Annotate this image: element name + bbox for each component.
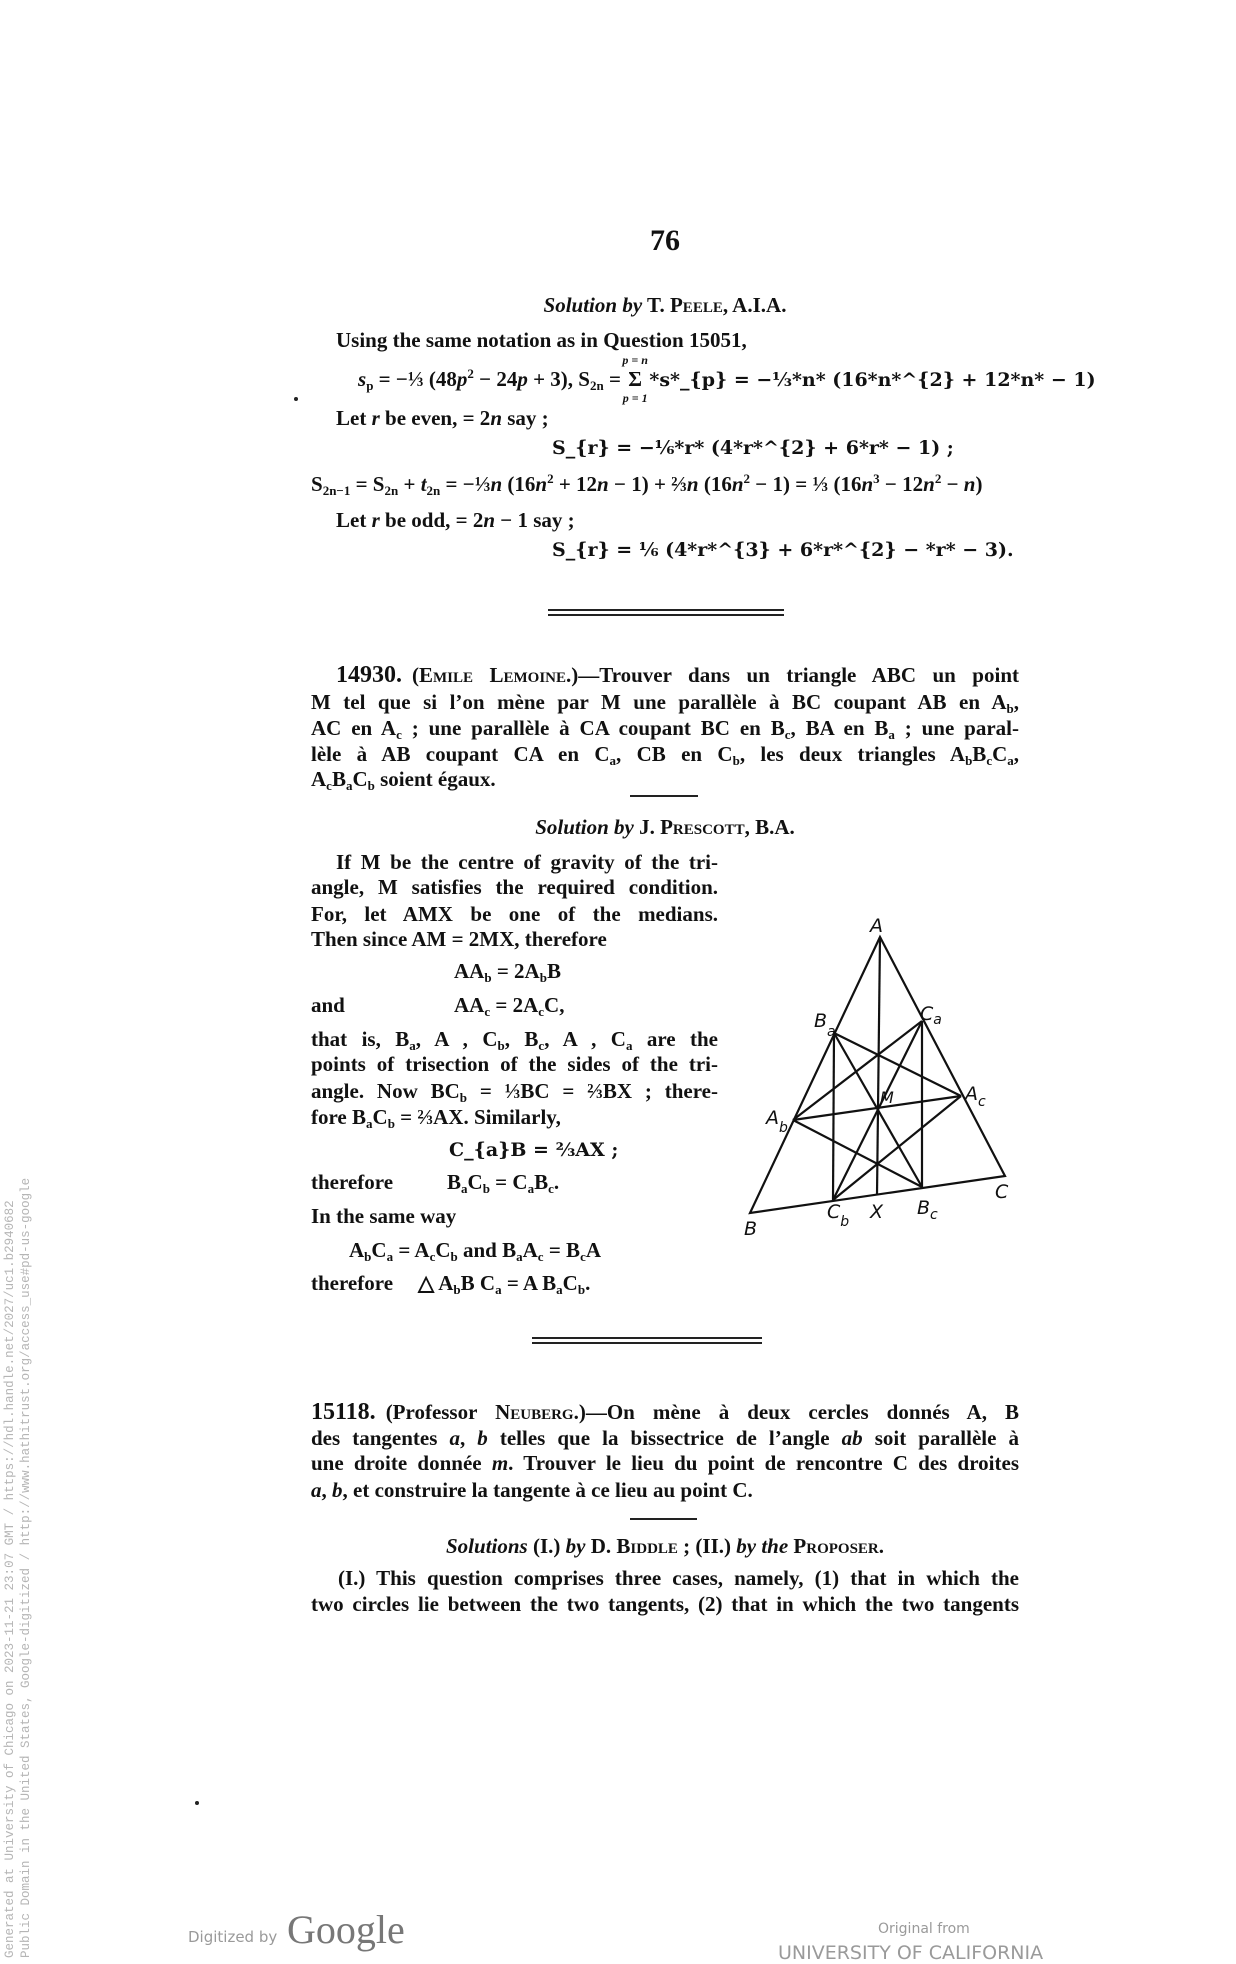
page-number: 76 bbox=[650, 224, 680, 257]
hathitrust-watermark bbox=[2, 1178, 34, 1958]
italic-text: n bbox=[535, 472, 548, 496]
equation-3: C_{a}B = ⅔AX ; bbox=[449, 1139, 619, 1161]
q15118-solution-line-2: two circles lie between the two tangents, (2) that in which the two tangents bbox=[311, 1592, 1019, 1616]
subscript: a bbox=[345, 778, 353, 793]
subscript: b bbox=[453, 1282, 461, 1297]
subscript: a bbox=[386, 1249, 394, 1264]
subscript: b bbox=[459, 1090, 467, 1105]
institution-label: UNIVERSITY OF CALIFORNIA bbox=[778, 1942, 1044, 1964]
label-ab: $A_b$ bbox=[766, 1107, 788, 1136]
sr-even-formula: S_{r} = −⅙*r* (4*r*^{2} + 6*r* − 1) ; bbox=[552, 437, 954, 459]
digitized-by-label: Digitized by bbox=[188, 1928, 278, 1946]
italic-text: r bbox=[371, 508, 380, 532]
biddle-byline: Solutions (I.) by D. Biddle ; (II.) by the Proposer. bbox=[446, 1534, 884, 1558]
peele-intro: Using the same notation as in Question 15051, bbox=[336, 328, 747, 352]
italic-text: a bbox=[449, 1426, 460, 1450]
line-ba-cb bbox=[833, 1033, 834, 1200]
double-rule-bottom-2 bbox=[532, 1342, 762, 1344]
small-caps-name: Emile Lemoine bbox=[419, 663, 566, 687]
google-logo: Google bbox=[287, 1907, 405, 1952]
italic-text: p bbox=[517, 367, 528, 391]
median-ax bbox=[877, 937, 880, 1195]
sigma-upper: p = n bbox=[622, 353, 648, 367]
subscript: a bbox=[1007, 753, 1014, 768]
italic-text: by the bbox=[736, 1534, 789, 1558]
equation-1: $AA_b = 2A_bB$ bbox=[454, 959, 561, 985]
same-way-text: In the same way bbox=[311, 1204, 457, 1228]
italic-text: n bbox=[483, 508, 496, 532]
italic-text: n bbox=[597, 472, 609, 496]
italic-text: n bbox=[490, 406, 502, 430]
sigma-lower: p = 1 bbox=[622, 391, 648, 405]
equation-2: $AA_c = 2A_cC$, bbox=[454, 993, 565, 1019]
subscript: 2n bbox=[589, 378, 604, 393]
small-caps-name: Peele bbox=[669, 293, 723, 317]
italic-text: Solution by bbox=[543, 293, 643, 317]
subscript: b bbox=[450, 1249, 458, 1264]
subscript: a bbox=[625, 1038, 633, 1053]
s2n1-formula: $S_{2n-1} = S_{2n} + t_{2n}$ = −⅓n $(16n^2 + 12n - 1)$ + ⅔n $(16n^2 - 1)$ = ⅓ $(16n^3 - 12n^2 - n)$ bbox=[311, 471, 983, 498]
trisection-line-2: points of trisection of the sides of the tri- bbox=[311, 1052, 718, 1076]
italic-text: Solutions bbox=[446, 1534, 528, 1558]
subscript: b bbox=[965, 753, 973, 768]
label-ba: $B_a$ bbox=[814, 1010, 836, 1040]
subscript: a bbox=[609, 753, 616, 768]
label-ac: $A_c$ bbox=[965, 1083, 986, 1110]
label-cb: $C_b$ bbox=[827, 1201, 850, 1230]
subscript: c bbox=[429, 1249, 436, 1264]
q14930-line-4: lèle à AB coupant CA en $C_a$, CB en $C_b$, les deux triangles $A_bB_cC_a$, bbox=[311, 742, 1020, 768]
small-caps-name: Proposer bbox=[793, 1534, 879, 1558]
label-b: B bbox=[744, 1218, 758, 1240]
italic-text: ab bbox=[841, 1426, 863, 1450]
formula-right: *s*_{p} = −⅓*n* (16*n*^{2} + 12*n* − 1) bbox=[649, 369, 1096, 391]
q15118-text: (Professor Neuberg.)—On mène à deux cercles donnés A, B bbox=[385, 1400, 1019, 1424]
triangle-figure bbox=[730, 900, 1030, 1250]
even-case: Let r be even, = 2n say ; bbox=[336, 406, 549, 430]
small-caps-name: Biddle bbox=[616, 1534, 678, 1558]
subscript: c bbox=[538, 1004, 545, 1019]
stray-dot bbox=[294, 397, 298, 401]
italic-text: t bbox=[420, 472, 427, 496]
italic-text: Solution by bbox=[535, 815, 634, 839]
short-rule bbox=[630, 795, 698, 797]
italic-text: by bbox=[565, 1534, 586, 1558]
subscript: c bbox=[484, 1004, 491, 1019]
label-bc: $B_c$ bbox=[917, 1197, 938, 1223]
subscript: b bbox=[497, 1038, 505, 1053]
formula-left: $s_p$ = −⅓ $(48p^2 - 24p + 3)$, $S_{2n}$ = bbox=[358, 366, 621, 393]
q15118-line-4: a, b, et construire la tangente à ce lieu au point C. bbox=[311, 1478, 753, 1502]
sr-odd-formula: S_{r} = ⅙ (4*r*^{3} + 6*r*^{2} − *r* − 3). bbox=[552, 539, 1014, 561]
equation-4: $B_aC_b = C_aB_c$. bbox=[447, 1170, 560, 1196]
q15118-line-2: des tangentes a, b telles que la bissectrice de l’angle ab soit parallèle à bbox=[311, 1426, 1019, 1450]
subscript: a bbox=[366, 1116, 373, 1131]
label-ca: $C_a$ bbox=[920, 1003, 942, 1028]
and-label: and bbox=[311, 993, 345, 1017]
subscript: b bbox=[482, 1181, 490, 1196]
subscript: 2n bbox=[426, 483, 441, 498]
equation-6: △ $A_bB$ $C_a = A$ $B_aC_b$. bbox=[418, 1271, 591, 1297]
italic-text: n bbox=[686, 472, 699, 496]
italic-text: n bbox=[963, 472, 976, 496]
sigma-symbol bbox=[622, 353, 648, 405]
subscript: a bbox=[888, 727, 895, 742]
label-m: M bbox=[880, 1088, 894, 1107]
subscript: b bbox=[1006, 701, 1014, 716]
double-rule-top bbox=[548, 609, 784, 611]
subscript: a bbox=[516, 1249, 523, 1264]
subscript: b bbox=[732, 753, 740, 768]
small-caps-name: Neuberg bbox=[495, 1400, 574, 1424]
subscript: c bbox=[548, 1181, 554, 1196]
q15118-line-3: une droite donnée m. Trouver le lieu du point de rencontre C des droites bbox=[311, 1451, 1020, 1475]
subscript: b bbox=[539, 970, 547, 985]
subscript: c bbox=[784, 727, 791, 742]
italic-text: p bbox=[456, 367, 468, 391]
therefore-label-2: therefore bbox=[311, 1271, 394, 1295]
subscript: 2n−1 bbox=[322, 483, 351, 498]
solution-line-2: angle, M satisfies the required condition. bbox=[311, 875, 718, 899]
subscript: a bbox=[527, 1181, 535, 1196]
solution-line-3: For, let AMX be one of the medians. bbox=[311, 902, 718, 926]
q14930-line-5: $A_cB_aC_b$ soient égaux. bbox=[311, 767, 496, 793]
q14930-line-1 bbox=[336, 662, 1019, 688]
trisection-line-1: that is, $B_a$, A , $C_b$, $B_c$, A , $C_a$ are the bbox=[311, 1027, 719, 1053]
prescott-byline: Solution by J. Prescott, B.A. bbox=[535, 815, 795, 839]
italic-text: n bbox=[923, 472, 935, 496]
subscript: 2n bbox=[384, 483, 399, 498]
subscript: a bbox=[409, 1038, 416, 1053]
superscript: 3 bbox=[873, 471, 880, 486]
sum-formula bbox=[358, 353, 1096, 405]
italic-text: s bbox=[358, 367, 367, 391]
therefore-label: therefore bbox=[311, 1170, 394, 1194]
watermark-line-2: Public Domain in the United States, Google-digitized / http://www.hathitrust.org/access_use#pd-us-google bbox=[19, 1177, 33, 1958]
label-a: A bbox=[870, 915, 883, 937]
subscript: p bbox=[366, 378, 374, 393]
subscript: b bbox=[387, 1116, 395, 1131]
superscript: 2 bbox=[467, 366, 474, 381]
italic-text: n bbox=[731, 472, 744, 496]
q14930-text: (Emile Lemoine.)—Trouver dans un triangle ABC un point bbox=[412, 663, 1019, 687]
label-x: X bbox=[870, 1201, 884, 1223]
trisection-line-4: fore $B_aC_b$ = ⅔AX. Similarly, bbox=[311, 1105, 561, 1131]
italic-text: n bbox=[490, 472, 503, 496]
solution-line-1: If M be the centre of gravity of the tri- bbox=[336, 850, 718, 874]
sigma-glyph: Σ bbox=[628, 367, 643, 391]
odd-case: Let r be odd, = 2n − 1 say ; bbox=[336, 508, 575, 532]
subscript: b bbox=[484, 970, 492, 985]
peele-byline: Solution by T. Peele, A.I.A. bbox=[543, 293, 787, 317]
subscript: c bbox=[326, 778, 332, 793]
double-rule-top-2 bbox=[532, 1337, 762, 1339]
italic-text: m bbox=[491, 1451, 509, 1475]
subscript: c bbox=[580, 1249, 586, 1264]
subscript: a bbox=[556, 1282, 563, 1297]
italic-text: n bbox=[861, 472, 874, 496]
original-from-label: Original from bbox=[878, 1921, 970, 1937]
italic-text: b bbox=[332, 1478, 343, 1502]
subscript: a bbox=[461, 1181, 468, 1196]
italic-text: b bbox=[477, 1426, 488, 1450]
italic-text: r bbox=[371, 406, 380, 430]
q15118-line-1 bbox=[311, 1399, 1019, 1425]
small-caps-name: Prescott bbox=[660, 815, 745, 839]
label-c: C bbox=[995, 1181, 1009, 1203]
solution-line-4: Then since AM = 2MX, therefore bbox=[311, 927, 607, 951]
superscript: 2 bbox=[934, 471, 942, 486]
equation-5: $A_bC_a = A_cC_b$ and $B_aA_c = B_cA$ bbox=[349, 1238, 602, 1264]
subscript: c bbox=[538, 1038, 545, 1053]
q14930-line-3: AC en $A_c$ ; une parallèle à CA coupant BC en $B_c$, BA en $B_a$ ; une paral- bbox=[311, 716, 1019, 742]
subscript: c bbox=[396, 727, 402, 742]
italic-text: a bbox=[311, 1478, 322, 1502]
watermark-line-1: Generated at University of Chicago on 2023-11-21 23:07 GMT / https://hdl.handle.net/2027/uc1.b2940682 bbox=[3, 1200, 17, 1958]
subscript: b bbox=[577, 1282, 586, 1297]
superscript: 2 bbox=[743, 471, 751, 486]
q14930-line-2: M tel que si l’on mène par M une parallèle à BC coupant AB en $A_b$, bbox=[311, 690, 1019, 716]
stray-dot-2 bbox=[195, 1801, 199, 1805]
short-rule-2 bbox=[630, 1518, 697, 1520]
q15118-solution-line-1: (I.) This question comprises three cases, namely, (1) that in which the bbox=[338, 1566, 1019, 1590]
subscript: a bbox=[495, 1282, 502, 1297]
subscript: b bbox=[367, 778, 375, 793]
superscript: 2 bbox=[547, 471, 554, 486]
subscript: c bbox=[537, 1249, 544, 1264]
subscript: b bbox=[364, 1249, 372, 1264]
subscript: c bbox=[986, 753, 993, 768]
double-rule-bottom bbox=[548, 614, 784, 616]
question-number: 15118. bbox=[311, 1399, 376, 1425]
question-number: 14930. bbox=[336, 662, 402, 688]
trisection-line-3: angle. Now $BC_b$ = ⅓BC = ⅔BX ; there- bbox=[311, 1079, 718, 1105]
